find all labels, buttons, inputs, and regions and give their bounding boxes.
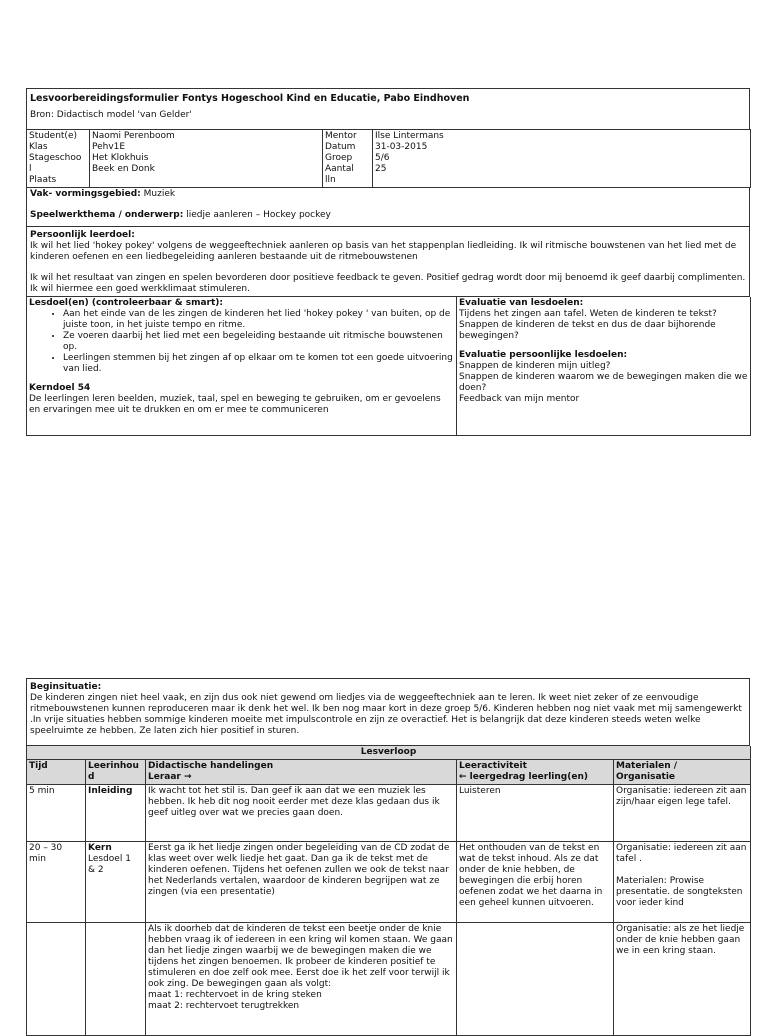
row-inhoud-title: Inleiding xyxy=(88,786,133,796)
evaluation-goals-text: Tijdens het zingen aan tafel. Weten de kinderen te tekst? Snappen de kinderen de tekst en dus de daar bijhorende bewegingen? xyxy=(459,309,717,341)
evaluation-personal-label: Evaluatie persoonlijke lesdoelen: xyxy=(459,350,628,360)
lesson-goal-item: • Aan het einde van de les zingen de kinderen het lied 'hokey pokey ' van buiten, op de juiste toon, in het juiste tempo en ritme. xyxy=(63,309,454,331)
form-header xyxy=(26,88,750,129)
row-inhoud xyxy=(86,923,146,1036)
evaluation-cell xyxy=(457,297,751,436)
row-didactic: Als ik doorheb dat de kinderen de tekst een beetje onder de knie hebben vraag ik of iedereen in een kring wil komen staan. We gaan dan het liedje zingen waarbij we de bewegingen maken die we tijdens het zingen benoemen. Ik probeer de kinderen positief te stimuleren en doe zelf ook mee. Eerst doe ik het zelf voor terwijl ik ook zing. De bewegingen gaan als volgt: maat 1: rechtervoet in de kring steken maat 2: rechtervoet terugtrekken xyxy=(146,923,457,1036)
begin-situation-label: Beginsituatie: xyxy=(30,682,102,692)
col-header-tijd: Tijd xyxy=(27,760,86,785)
personal-goal-text-1: Ik wil het lied 'hokey pokey' volgens de weggeeftechniek aanleren op basis van het stappenplan liedleiding. Ik wil ritmische bouwstenen van het lied met de kinderen oefenen en een liedbegeleiding aanleren bestaande uit de ritmebouwstenen xyxy=(30,241,737,262)
col-header-didactic: Didactische handelingen Leraar → xyxy=(146,760,457,785)
begin-situation-block xyxy=(26,678,750,746)
row-inhoud xyxy=(86,785,146,842)
kerndoel-text: De leerlingen leren beelden, muziek, taal, spel en beweging te gebruiken, om er gevoelens en ervaringen mee uit te drukken en om er mee te communiceren xyxy=(29,394,441,415)
table-row xyxy=(27,842,751,923)
row-materials: Organisatie: iedereen zit aan tafel . Materialen: Prowise presentatie. de songteksten voor ieder kind xyxy=(614,842,751,923)
kerndoel-label: Kerndoel 54 xyxy=(29,383,91,393)
evaluation-goals-label: Evaluatie van lesdoelen: xyxy=(459,298,584,308)
thema-value: liedje aanleren – Hockey pockey xyxy=(183,210,331,220)
personal-goal-block xyxy=(26,226,750,297)
goals-evaluation-table xyxy=(26,297,751,436)
mentor-info-labels: Mentor Datum Groep Aantal lln xyxy=(323,130,373,188)
evaluation-personal-text: Snappen de kinderen mijn uitleg? Snappen de kinderen waarom we de bewegingen maken die we doen? Feedback van mijn mentor xyxy=(459,361,748,404)
subject-block xyxy=(26,188,750,226)
row-inhoud-text: Lesdoel 1 & 2 xyxy=(88,854,131,875)
lesson-goals-label: Lesdoel(en) (controleerbaar & smart): xyxy=(29,298,223,308)
lesson-goal-item: • Ze voeren daarbij het lied met een begeleiding bestaande uit ritmische bouwstenen op. xyxy=(63,331,454,353)
vak-value: Muziek xyxy=(140,189,176,199)
row-didactic: Eerst ga ik het liedje zingen onder begeleiding van de CD zodat de klas weet over welk liedje het gaat. Dan ga ik de tekst met de kinderen oefenen. Tijdens het oefenen zullen we ook de tekst naar het Nederlands vertalen, waardoor de kinderen begrijpen wat ze zingen (via een presentatie) xyxy=(146,842,457,923)
row-inhoud-title: Kern xyxy=(88,843,112,853)
lesson-goals-list xyxy=(29,309,454,375)
personal-goal-text-2: Ik wil het resultaat van zingen en spelen bevorderen door positieve feedback te geven. Positief gedrag wordt door mij benoemd ik geef daarbij complimenten. Ik wil hiermee een goed werkklimaat stimuleren. xyxy=(30,273,746,294)
row-materials: Organisatie: als ze het liedje onder de knie hebben gaan we in een kring staan. xyxy=(614,923,751,1036)
row-inhoud xyxy=(86,842,146,923)
col-header-materials: Materialen / Organisatie xyxy=(614,760,751,785)
table-row xyxy=(27,923,751,1036)
row-tijd: 5 min xyxy=(27,785,86,842)
row-didactic: Ik wacht tot het stil is. Dan geef ik aan dat we een muziek les hebben. Ik heb dit nog nooit eerder met deze klas gedaan dus ik geef uitleg over wat we precies gaan doen. xyxy=(146,785,457,842)
thema-label: Speelwerkthema / onderwerp: xyxy=(30,210,184,220)
lesson-form-page-1 xyxy=(26,88,750,436)
col-header-activity: Leeractiviteit ← leergedrag leerling(en) xyxy=(457,760,614,785)
begin-situation-text: De kinderen zingen niet heel vaak, en zijn dus ook niet gewend om liedjes via de weggeeftechniek aan te leren. Ik weet niet zeker of ze eenvoudige ritmebouwstenen kunnen reproduceren maar ik denk het wel. Ik ben nog maar kort in deze groep 5/6. Kinderen hebben nog niet vaak met mij samengewerkt .In vrije situaties hebben sommige kinderen moeite met impulscontrole en zijn ze overactief. Het is belangrijk dat deze kinderen steeds weten welke speelruimte ze hebben. Ze laten zich hier positief in sturen. xyxy=(30,693,742,736)
lesson-plan-title: Lesverloop xyxy=(27,746,751,760)
row-activity xyxy=(457,923,614,1036)
student-info-values: Naomi Perenboom Pehv1E Het Klokhuis Beek en Donk xyxy=(90,130,323,188)
form-source: Bron: Didactisch model 'van Gelder' xyxy=(30,110,192,120)
student-info-labels: Student(e) Klas Stageschoo l Plaats xyxy=(27,130,90,188)
lesson-goals-cell xyxy=(27,297,457,436)
row-activity: Luisteren xyxy=(457,785,614,842)
col-header-inhoud: Leerinhou d xyxy=(86,760,146,785)
lesson-goal-item: • Leerlingen stemmen bij het zingen af op elkaar om te komen tot een goede uitvoering van lied. xyxy=(63,353,454,375)
row-tijd: 20 – 30 min xyxy=(27,842,86,923)
row-materials: Organisatie: iedereen zit aan zijn/haar eigen lege tafel. xyxy=(614,785,751,842)
form-title: Lesvoorbereidingsformulier Fontys Hogeschool Kind en Educatie, Pabo Eindhoven xyxy=(30,93,470,104)
mentor-info-values: Ilse Lintermans 31-03-2015 5/6 25 xyxy=(373,130,751,188)
table-row xyxy=(27,785,751,842)
lesson-form-page-2 xyxy=(26,678,750,1036)
row-tijd xyxy=(27,923,86,1036)
student-info-table xyxy=(26,129,751,188)
lesson-plan-table xyxy=(26,746,751,1036)
personal-goal-label: Persoonlijk leerdoel: xyxy=(30,230,135,240)
vak-label: Vak- vormingsgebied: xyxy=(30,189,141,199)
row-activity: Het onthouden van de tekst en wat de tekst inhoud. Als ze dat onder de knie hebben, de bewegingen die erbij horen oefenen zodat we het daarna in een geheel kunnen uitvoeren. xyxy=(457,842,614,923)
